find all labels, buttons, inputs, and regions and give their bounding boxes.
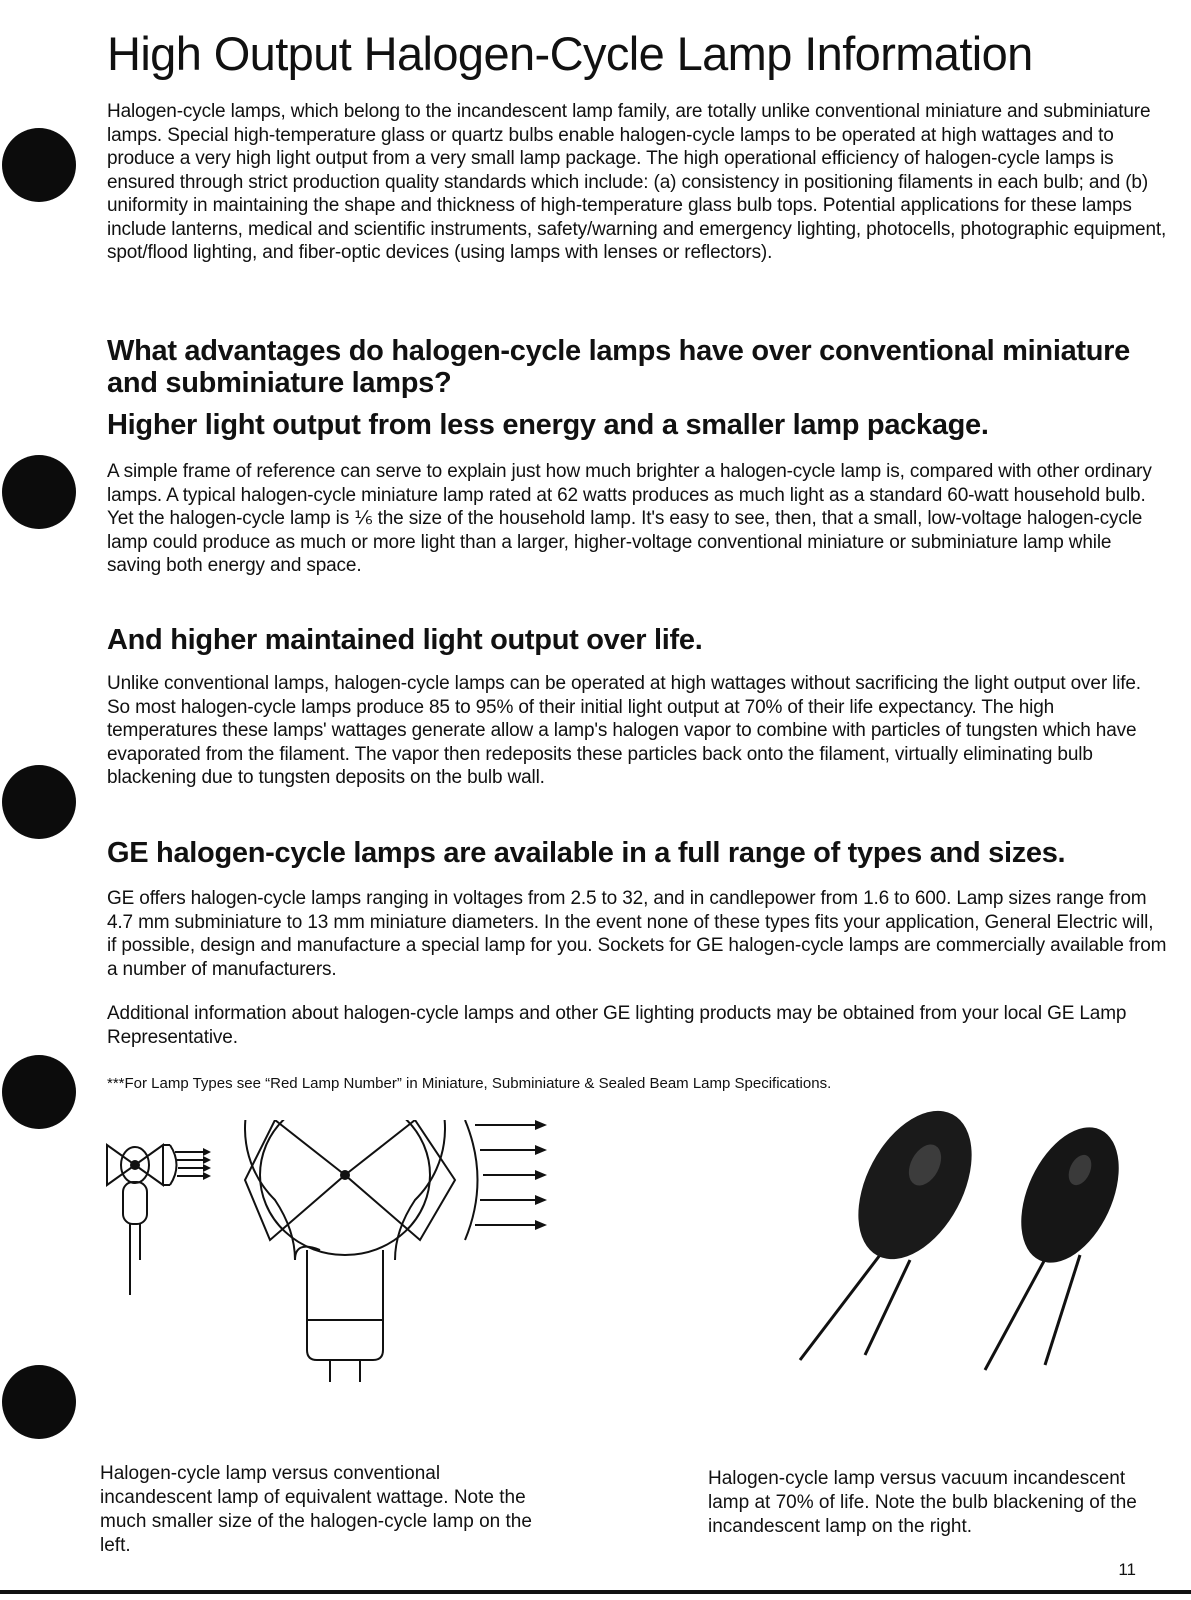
- advantage-1-paragraph: A simple frame of reference can serve to explain just how much brighter a halogen-cycle lamp is, compared with other ordinary lamps. A typical halogen-cycle miniature lamp rated at 62 watts produces as much light as a standard 60-watt household bulb. Yet the halogen-cycle lamp is ⅙ the size of the household lamp. It's easy to see, then, that a small, low-voltage halogen-cycle lamp could produce as much or more light than a larger, higher-voltage conventional miniature or subminiature lamp while saving both energy and space.: [107, 461, 1152, 576]
- conventional-lamp-drawing: [245, 1120, 535, 1382]
- advantage-2-heading: And higher maintained light output over life.: [107, 624, 703, 656]
- bottom-rule: [0, 1590, 1191, 1594]
- range-paragraph: GE offers halogen-cycle lamps ranging in voltages from 2.5 to 32, and in candlepower from 1.6 to 600. Lamp sizes range from 4.7 mm subminiature to 13 mm miniature diameters. In the event none of these types fits your application, General Electric will, if possible, design and manufacture a special lamp for you. Sockets for GE halogen-cycle lamps are commercially available from a number of manufacturers.: [107, 888, 1167, 980]
- advantage-1-heading: Higher light output from less energy and a smaller lamp package.: [107, 409, 989, 441]
- binder-hole-2: [2, 455, 76, 529]
- lamp-size-comparison-figure: [95, 1120, 575, 1390]
- page-title: High Output Halogen-Cycle Lamp Information: [107, 27, 1033, 80]
- range-heading: GE halogen-cycle lamps are available in a full range of types and sizes.: [107, 837, 1066, 869]
- intro-paragraph: Halogen-cycle lamps, which belong to the incandescent lamp family, are totally unlike conventional miniature and subminiature lamps. Special high-temperature glass or quartz bulbs enable halogen-cycle lamps to be operated at high wattages and to produce a very high light output from a very small lamp package. The high operational efficiency of halogen-cycle lamps is ensured through strict production quality standards which include: (a) consistency in positioning filaments in each bulb; and (b) uniformity in maintaining the shape and thickness of high-temperature glass bulb tops. Potential applications for these lamps include lanterns, medical and scientific instruments, safety/warning and emergency lighting, photocells, photographic equipment, spot/flood lighting, and fiber-optic devices (using lamps with lenses or reflectors).: [107, 101, 1167, 263]
- additional-info-paragraph: Additional information about halogen-cycle lamps and other GE lighting products may be obtained from your local GE Lamp Representative.: [107, 1003, 1127, 1048]
- advantage-2-paragraph: Unlike conventional lamps, halogen-cycle lamps can be operated at high wattages without sacrificing the light output over life. So most halogen-cycle lamps produce 85 to 95% of their initial light output at 70% of their life expectancy. The high temperatures these lamps' wattages generate allow a lamp's halogen vapor to combine with particles of tungsten which have evaporated from the filament. The vapor then redeposits these particles back onto the filament, virtually eliminating bulb blackening due to tungsten deposits on the bulb wall.: [107, 673, 1141, 788]
- question-heading: What advantages do halogen-cycle lamps have over conventional miniature and subminiature lamps?: [107, 335, 1130, 399]
- page-number: 11: [1118, 1560, 1136, 1579]
- binder-hole-4: [2, 1055, 76, 1129]
- binder-hole-1: [2, 128, 76, 202]
- bulb-blackening-photo: [780, 1085, 1170, 1375]
- caption-left: Halogen-cycle lamp versus conventional incandescent lamp of equivalent wattage. Note the much smaller size of the halogen-cycle lamp on the left.: [100, 1463, 532, 1556]
- footnote: ***For Lamp Types see “Red Lamp Number” in Miniature, Subminiature & Sealed Beam Lamp Specifications.: [107, 1075, 832, 1092]
- halogen-lamp-drawing: [107, 1145, 203, 1295]
- binder-hole-3: [2, 765, 76, 839]
- caption-right: Halogen-cycle lamp versus vacuum incandescent lamp at 70% of life. Note the bulb blackening of the incandescent lamp on the right.: [708, 1468, 1137, 1537]
- binder-hole-5: [2, 1365, 76, 1439]
